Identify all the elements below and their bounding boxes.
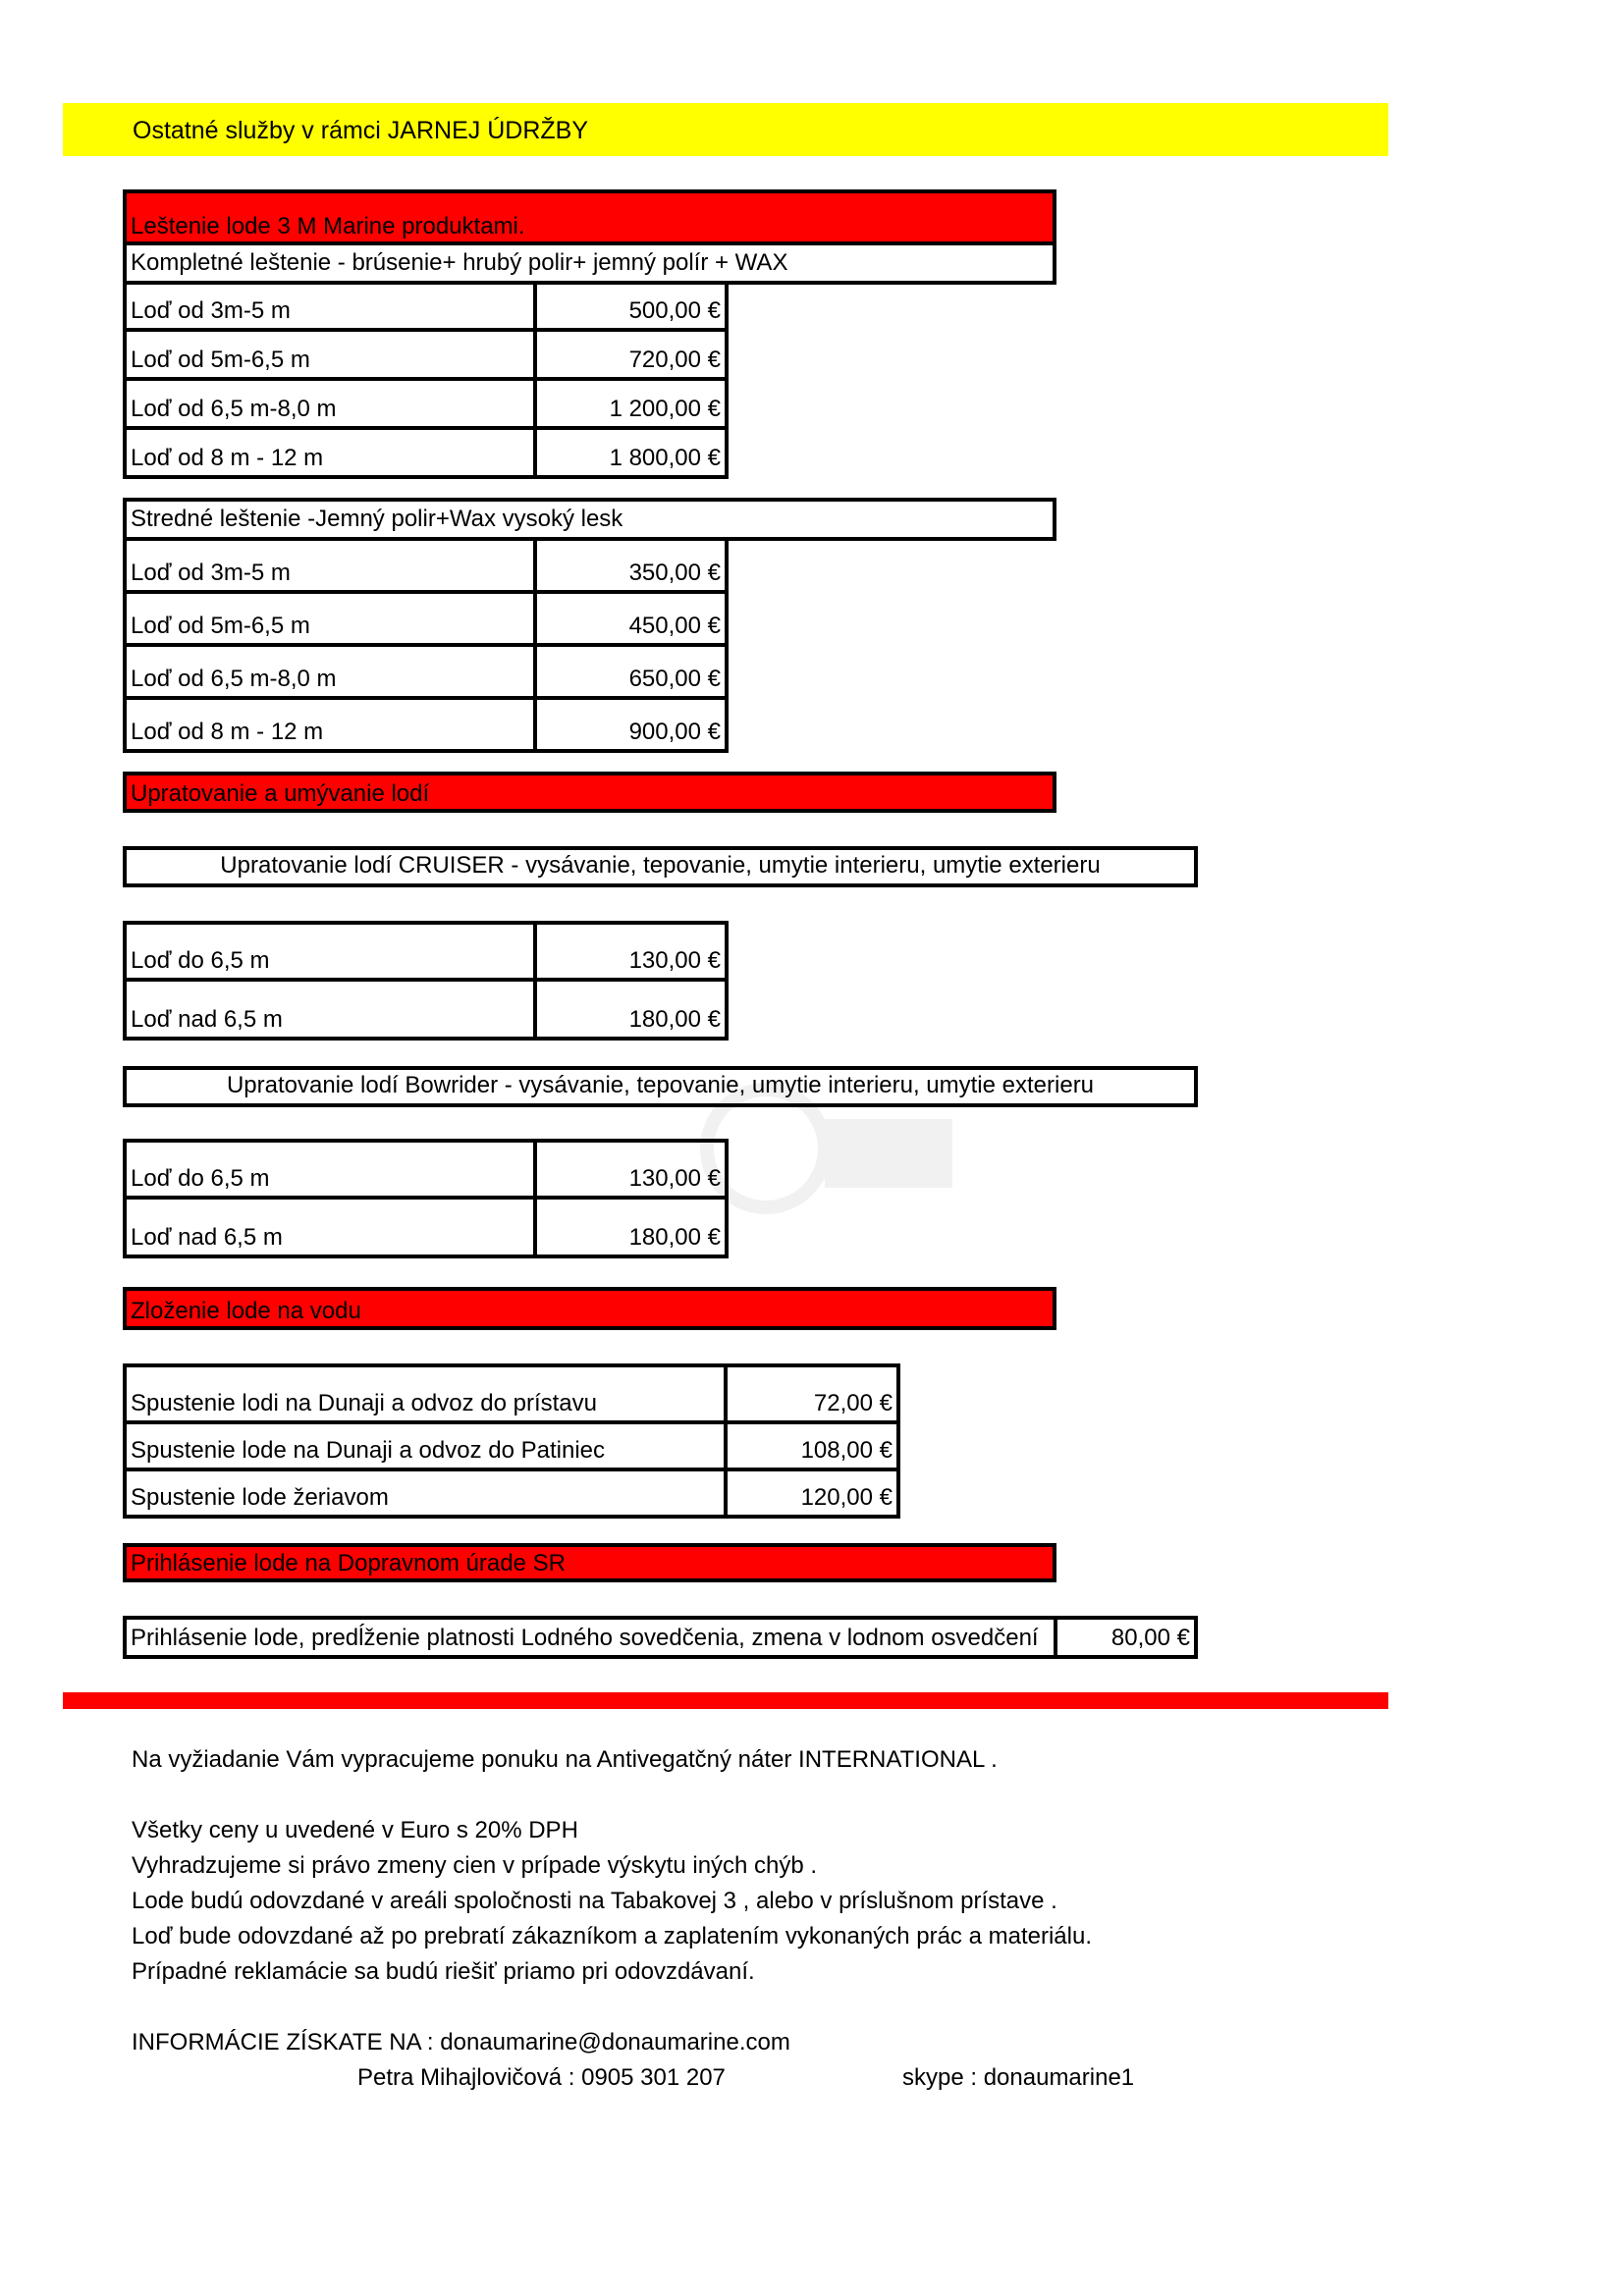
row-label: Loď nad 6,5 m xyxy=(131,1224,283,1251)
section-header-launch xyxy=(123,1287,1056,1330)
price-table-bowrider xyxy=(123,1139,729,1258)
table-row xyxy=(127,328,725,377)
row-price: 72,00 € xyxy=(813,1390,893,1416)
row-price: 180,00 € xyxy=(628,1006,721,1033)
table-row xyxy=(127,925,725,978)
table-row xyxy=(127,696,725,749)
contact-info: INFORMÁCIE ZÍSKATE NA : donaumarine@donaumarine.com xyxy=(132,2029,790,2056)
table-row xyxy=(127,426,725,475)
note-line: Lode budú odovzdané v areáli spoločnosti na Tabakovej 3 , alebo v príslušnom prístave . xyxy=(132,1888,1057,1914)
subheader-bowrider-label: Upratovanie lodí Bowrider - vysávanie, tepovanie, umytie interieru, umytie exterieru xyxy=(226,1072,1095,1098)
registration-price: 80,00 € xyxy=(1110,1625,1190,1651)
section-header-registration xyxy=(123,1543,1056,1582)
section-header-cleaning xyxy=(123,772,1056,813)
row-label: Loď od 6,5 m-8,0 m xyxy=(131,396,337,422)
price-table-cruiser xyxy=(123,921,729,1041)
price-row-registration xyxy=(123,1616,1198,1659)
row-price: 350,00 € xyxy=(628,560,721,586)
table-row xyxy=(127,1468,896,1515)
section-header-cleaning-label: Upratovanie a umývanie lodí xyxy=(131,780,430,807)
price-table-launch xyxy=(123,1363,900,1519)
page-title: Ostatné služby v rámci JARNEJ ÚDRŽBY xyxy=(133,117,588,144)
note-line: Vyhradzujeme si právo zmeny cien v prípade výskytu iných chýb . xyxy=(132,1852,818,1879)
section-header-polish xyxy=(123,189,1056,245)
table-row xyxy=(127,643,725,696)
table-row xyxy=(127,377,725,426)
subheader-full-polish xyxy=(123,241,1056,285)
registration-label: Prihlásenie lode, predĺženie platnosti Lodného sovedčenia, zmena v lodnom osvedčení xyxy=(131,1625,1039,1651)
row-label: Loď od 6,5 m-8,0 m xyxy=(131,666,337,692)
row-label: Loď od 8 m - 12 m xyxy=(131,445,324,471)
section-header-polish-label: Leštenie lode 3 M Marine produktami. xyxy=(131,213,525,240)
note-line: Loď bude odovzdané až po prebratí zákazníkom a zaplatením vykonaných prác a materiálu. xyxy=(132,1923,1092,1949)
row-price: 1 800,00 € xyxy=(609,445,721,471)
row-price: 650,00 € xyxy=(628,666,721,692)
contact-person: Petra Mihajlovičová : 0905 301 207 xyxy=(357,2064,726,2091)
row-price: 108,00 € xyxy=(800,1437,893,1464)
title-bar xyxy=(63,103,1388,156)
section-header-launch-label: Zloženie lode na vodu xyxy=(131,1298,361,1324)
row-label: Spustenie lode na Dunaji a odvoz do Patiniec xyxy=(131,1437,605,1464)
subheader-cruiser-label: Upratovanie lodí CRUISER - vysávanie, tepovanie, umytie interieru, umytie exterieru xyxy=(220,852,1101,879)
row-label: Spustenie lode žeriavom xyxy=(131,1484,389,1511)
subheader-medium-polish xyxy=(123,498,1056,541)
divider xyxy=(63,1692,1388,1709)
row-label: Spustenie lodi na Dunaji a odvoz do prístavu xyxy=(131,1390,597,1416)
row-price: 500,00 € xyxy=(628,297,721,324)
subheader-cruiser xyxy=(123,846,1198,887)
price-table-full-polish xyxy=(123,281,729,479)
table-row xyxy=(127,541,725,590)
row-label: Loď do 6,5 m xyxy=(131,947,270,974)
subheader-bowrider xyxy=(123,1066,1198,1107)
row-label: Loď od 3m-5 m xyxy=(131,560,291,586)
table-row xyxy=(127,285,725,328)
note-line: Všetky ceny u uvedené v Euro s 20% DPH xyxy=(132,1817,578,1843)
note-line: Prípadné reklamácie sa budú riešiť priamo pri odovzdávaní. xyxy=(132,1958,755,1985)
row-label: Loď od 3m-5 m xyxy=(131,297,291,324)
price-table-medium-polish xyxy=(123,537,729,753)
section-header-registration-label: Prihlásenie lode na Dopravnom úrade SR xyxy=(131,1550,566,1576)
row-label: Loď od 5m-6,5 m xyxy=(131,613,310,639)
subheader-medium-polish-label: Stredné leštenie -Jemný polir+Wax vysoký lesk xyxy=(131,506,623,532)
row-label: Loď od 5m-6,5 m xyxy=(131,347,310,373)
table-row xyxy=(127,590,725,643)
subheader-full-polish-label: Kompletné leštenie - brúsenie+ hrubý polir+ jemný polír + WAX xyxy=(131,249,788,276)
table-row xyxy=(127,1420,896,1468)
table-row xyxy=(127,1367,896,1420)
row-price: 900,00 € xyxy=(628,719,721,745)
row-price: 120,00 € xyxy=(800,1484,893,1511)
row-price: 130,00 € xyxy=(628,947,721,974)
row-label: Loď od 8 m - 12 m xyxy=(131,719,324,745)
contact-skype: skype : donaumarine1 xyxy=(902,2064,1135,2091)
row-price: 720,00 € xyxy=(628,347,721,373)
row-label: Loď nad 6,5 m xyxy=(131,1006,283,1033)
row-price: 450,00 € xyxy=(628,613,721,639)
row-label: Loď do 6,5 m xyxy=(131,1165,270,1192)
row-price: 130,00 € xyxy=(628,1165,721,1192)
watermark-logo xyxy=(677,1060,972,1256)
offer-note: Na vyžiadanie Vám vypracujeme ponuku na Antivegatčný náter INTERNATIONAL . xyxy=(132,1746,998,1773)
table-row xyxy=(127,1196,725,1255)
table-row xyxy=(127,978,725,1037)
table-row xyxy=(127,1143,725,1196)
row-price: 180,00 € xyxy=(628,1224,721,1251)
row-price: 1 200,00 € xyxy=(609,396,721,422)
